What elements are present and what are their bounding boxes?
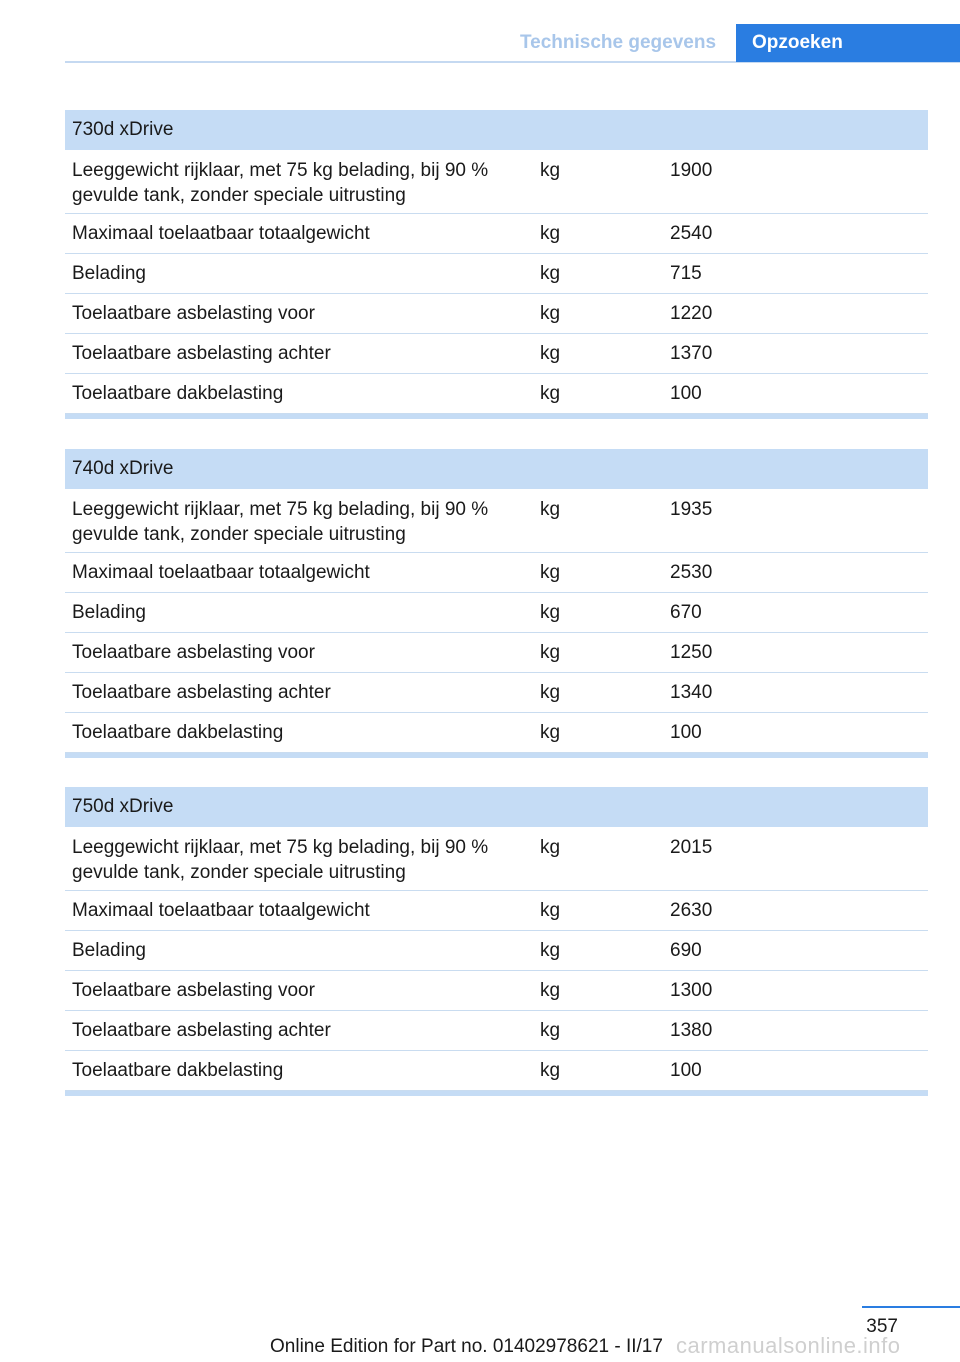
spec-table-750d [65, 787, 928, 1096]
row-label: Toelaatbare dakbelasting [72, 722, 284, 743]
row-value: 2540 [670, 223, 713, 244]
spec-table-730d [65, 110, 928, 419]
row-value: 100 [670, 722, 702, 743]
table-row [65, 553, 928, 593]
table-bottom-rule [65, 1091, 928, 1096]
row-unit: kg [540, 223, 561, 244]
table-row [65, 713, 928, 753]
row-unit: kg [540, 980, 561, 1001]
row-value: 1250 [670, 642, 713, 663]
header-active-tab[interactable]: Opzoeken [736, 24, 960, 62]
table-row [65, 489, 928, 553]
page-number-rule [862, 1306, 960, 1308]
row-value: 1900 [670, 160, 713, 181]
row-unit: kg [540, 263, 561, 284]
row-unit: kg [540, 682, 561, 703]
row-value: 2530 [670, 562, 713, 583]
table-row [65, 673, 928, 713]
row-value: 1935 [670, 499, 713, 520]
table-row [65, 254, 928, 294]
table-row [65, 593, 928, 633]
row-unit: kg [540, 1020, 561, 1041]
table-row [65, 294, 928, 334]
row-label: Toelaatbare asbelasting achter [72, 343, 331, 364]
table-row [65, 827, 928, 891]
table-title: 750d xDrive [65, 787, 928, 827]
row-label: Belading [72, 263, 146, 284]
row-value: 2630 [670, 900, 713, 921]
row-label: Toelaatbare asbelasting achter [72, 1020, 331, 1041]
table-row [65, 374, 928, 414]
row-unit: kg [540, 837, 561, 858]
row-unit: kg [540, 343, 561, 364]
header-section-title[interactable]: Technische gegevens [519, 32, 717, 53]
row-label: Belading [72, 940, 146, 961]
table-row [65, 334, 928, 374]
table-title: 740d xDrive [65, 449, 928, 489]
row-value: 1340 [670, 682, 713, 703]
row-unit: kg [540, 383, 561, 404]
table-bottom-rule [65, 414, 928, 419]
row-label: Toelaatbare dakbelasting [72, 383, 284, 404]
table-bottom-rule [65, 753, 928, 758]
row-label: Toelaatbare asbelasting voor [72, 303, 315, 324]
row-label: Toelaatbare asbelasting achter [72, 682, 331, 703]
row-label: Toelaatbare asbelasting voor [72, 642, 315, 663]
row-unit: kg [540, 1060, 561, 1081]
row-unit: kg [540, 160, 561, 181]
table-title: 730d xDrive [65, 110, 928, 150]
row-label: Belading [72, 602, 146, 623]
row-value: 1300 [670, 980, 713, 1001]
row-value: 690 [670, 940, 702, 961]
row-unit: kg [540, 940, 561, 961]
row-value: 670 [670, 602, 702, 623]
row-unit: kg [540, 642, 561, 663]
table-row [65, 1011, 928, 1051]
table-row [65, 150, 928, 214]
row-label: Leeggewicht rijklaar, met 75 kg belading, bij 90 % gevulde tank, zonder speciale uitrusting [72, 837, 489, 883]
row-unit: kg [540, 303, 561, 324]
row-unit: kg [540, 722, 561, 743]
row-value: 1220 [670, 303, 713, 324]
table-row [65, 1051, 928, 1091]
table-row [65, 891, 928, 931]
row-label: Maximaal toelaatbaar totaalgewicht [72, 223, 370, 244]
row-unit: kg [540, 499, 561, 520]
page-number: 357 [866, 1316, 898, 1337]
row-value: 1380 [670, 1020, 713, 1041]
row-label: Leeggewicht rijklaar, met 75 kg belading, bij 90 % gevulde tank, zonder speciale uitrusting [72, 499, 489, 545]
row-label: Toelaatbare asbelasting voor [72, 980, 315, 1001]
row-value: 100 [670, 1060, 702, 1081]
row-unit: kg [540, 562, 561, 583]
row-label: Leeggewicht rijklaar, met 75 kg belading, bij 90 % gevulde tank, zonder speciale uitrusting [72, 160, 489, 206]
table-row [65, 214, 928, 254]
row-value: 2015 [670, 837, 713, 858]
watermark: carmanualsonline.info [676, 1333, 901, 1358]
row-value: 100 [670, 383, 702, 404]
table-row [65, 633, 928, 673]
edition-footer: Online Edition for Part no. 01402978621 - II/17 [270, 1336, 663, 1357]
table-row [65, 931, 928, 971]
row-unit: kg [540, 602, 561, 623]
row-label: Toelaatbare dakbelasting [72, 1060, 284, 1081]
row-label: Maximaal toelaatbaar totaalgewicht [72, 562, 370, 583]
row-value: 715 [670, 263, 702, 284]
row-value: 1370 [670, 343, 713, 364]
spec-table-740d [65, 449, 928, 758]
table-row [65, 971, 928, 1011]
row-unit: kg [540, 900, 561, 921]
row-label: Maximaal toelaatbaar totaalgewicht [72, 900, 370, 921]
